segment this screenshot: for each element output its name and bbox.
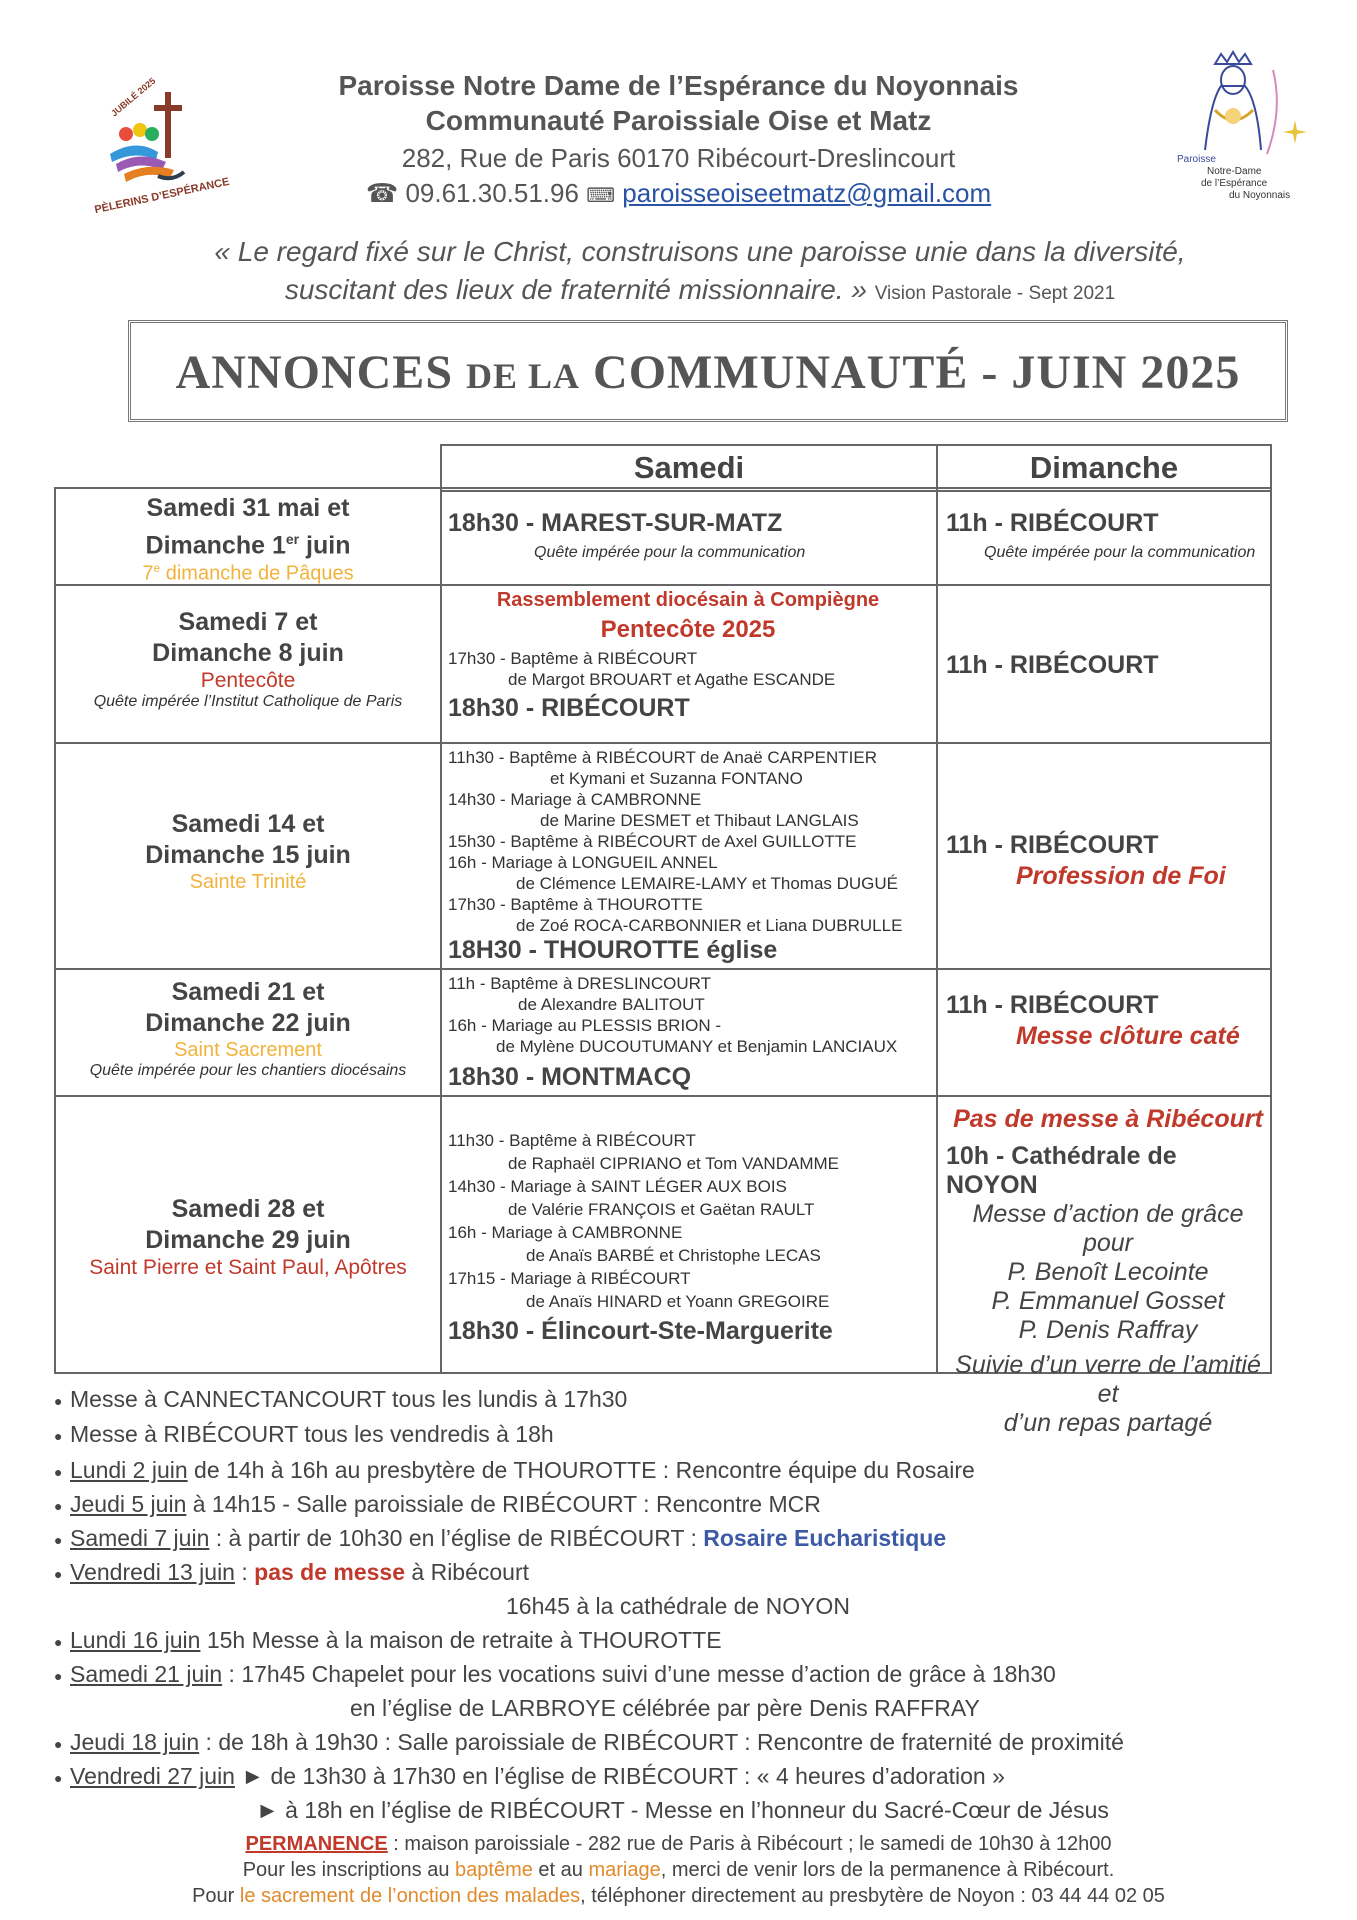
- event-line: de Alexandre BALITOUT: [518, 995, 705, 1014]
- event-line: de Anaïs HINARD et Yoann GREGOIRE: [526, 1292, 830, 1311]
- notice-text: : de 18h à 19h30 : Salle paroissiale de RIBÉCOURT : Rencontre de fraternité de proximité: [199, 1729, 1124, 1755]
- list-item: [54, 1763, 1005, 1790]
- row-date-line1: Samedi 28 et: [171, 1195, 325, 1223]
- title-annonces: ANNONCES: [175, 346, 454, 399]
- list-item: [54, 1421, 554, 1448]
- saturday-mass: 18h30 - RIBÉCOURT: [448, 694, 690, 722]
- page-title: [131, 345, 1285, 400]
- row-feast-text: 7: [142, 562, 154, 585]
- row-feast: Saint Pierre et Saint Paul, Apôtres: [89, 1256, 407, 1279]
- sunday-line: P. Denis Raffray: [1018, 1316, 1198, 1344]
- vision-quote-line2: [120, 274, 1280, 306]
- event-line: 11h30 - Baptême à RIBÉCOURT de Anaë CARPENTIER: [448, 748, 877, 767]
- saturday-mass: 18h30 - Élincourt-Ste-Marguerite: [448, 1317, 833, 1345]
- row-date-line2-sup: er: [285, 531, 300, 547]
- table-row-date: [56, 493, 440, 586]
- row-date-line1: Samedi 31 mai et: [146, 494, 350, 522]
- event-line: 17h30 - Baptême à THOUROTTE: [448, 895, 703, 914]
- title-communaute: COMMUNAUTÉ - JUIN 2025: [593, 346, 1241, 399]
- notice-date: Lundi 2 juin: [70, 1457, 188, 1483]
- contact-line: [0, 178, 1357, 209]
- event-line: 16h - Mariage à LONGUEIL ANNEL: [448, 853, 718, 872]
- event-line: de Margot BROUART et Agathe ESCANDE: [508, 670, 836, 689]
- event-line: de Anaïs BARBÉ et Christophe LECAS: [526, 1246, 821, 1265]
- notice-text: à Ribécourt: [405, 1559, 530, 1585]
- bullet: ●: [54, 1531, 63, 1548]
- saturday-cell: [448, 509, 928, 562]
- event-line: de Zoé ROCA-CARBONNIER et Liana DUBRULLE: [516, 916, 903, 935]
- notice-text: à 14h15 - Salle paroissiale de RIBÉCOURT : Rencontre MCR: [186, 1491, 821, 1517]
- bullet: ●: [54, 1497, 63, 1514]
- row-divider: [56, 742, 1270, 744]
- saturday-events: [448, 648, 928, 690]
- sunday-note: Pas de messe à Ribécourt: [953, 1105, 1263, 1133]
- title-de-la: DE LA: [466, 356, 581, 396]
- bullet: ●: [54, 1565, 63, 1582]
- parish-name: Paroisse Notre Dame de l’Espérance du Noyonnais: [338, 70, 1019, 101]
- row-date-line2: Dimanche 29 juin: [145, 1226, 351, 1254]
- event-line: de Clémence LEMAIRE-LAMY et Thomas DUGUÉ: [516, 874, 899, 893]
- event-line: 16h - Mariage au PLESSIS BRION -: [448, 1016, 722, 1035]
- event-line: de Marine DESMET et Thibaut LANGLAIS: [540, 811, 859, 830]
- sunday-quete: Quête impérée pour la communication: [984, 544, 1256, 561]
- onction-line: [0, 1885, 1357, 1908]
- sunday-line: d’un repas partagé: [1003, 1409, 1213, 1437]
- list-item-continuation: en l’église de LARBROYE célébrée par père Denis RAFFRAY: [350, 1695, 980, 1721]
- phone-number: 09.61.30.51.96: [405, 178, 579, 208]
- event-line: 11h - Baptême à DRESLINCOURT: [448, 974, 711, 993]
- list-item: [54, 1559, 529, 1586]
- footer-text: , merci de venir lors de la permanence à Ribécourt.: [660, 1859, 1115, 1881]
- sunday-mass: 10h - Cathédrale de NOYON: [946, 1142, 1177, 1199]
- saturday-cell: [448, 1129, 928, 1346]
- bullet: ●: [54, 1463, 63, 1480]
- notice-highlight: Rosaire Eucharistique: [703, 1525, 947, 1551]
- parish-logo-line1: Paroisse: [1177, 154, 1216, 165]
- email-link[interactable]: paroisseoiseetmatz@gmail.com: [622, 178, 992, 208]
- notice-text: de 14h à 16h au presbytère de THOUROTTE : Rencontre équipe du Rosaire: [187, 1457, 975, 1483]
- row-feast: Sainte Trinité: [189, 871, 307, 893]
- inscriptions-line: [0, 1859, 1357, 1882]
- row-divider: [56, 1095, 1270, 1097]
- event-line: 17h15 - Mariage à RIBÉCOURT: [448, 1269, 691, 1288]
- row-date-line2-tail: juin: [299, 531, 351, 560]
- permanence-label: PERMANENCE: [245, 1833, 388, 1855]
- footer-text: et au: [532, 1859, 589, 1881]
- row-date-line1: Samedi 7 et: [178, 608, 318, 636]
- notice-text: Messe à RIBÉCOURT tous les vendredis à 18h: [70, 1421, 554, 1447]
- notice-text: : à partir de 10h30 en l’église de RIBÉCOURT :: [209, 1525, 704, 1551]
- row-feast: Saint Sacrement: [174, 1039, 322, 1061]
- notice-text: ► de 13h30 à 17h30 en l’église de RIBÉCOURT : « 4 heures d’adoration »: [234, 1763, 1005, 1789]
- table-row-date: [56, 809, 440, 894]
- jubilee-motto: PÈLERINS D’ESPÉRANCE: [93, 175, 231, 217]
- phone-icon: ☎: [365, 178, 399, 208]
- event-line: 14h30 - Mariage à SAINT LÉGER AUX BOIS: [448, 1177, 787, 1196]
- bullet: ●: [54, 1633, 63, 1650]
- row-feast-tail: dimanche de Pâques: [160, 562, 354, 585]
- notice-date: Samedi 21 juin: [70, 1661, 223, 1687]
- sunday-note: Messe clôture caté: [1016, 1022, 1240, 1050]
- footer-highlight: mariage: [588, 1859, 661, 1881]
- bullet: ●: [54, 1667, 63, 1684]
- row-date-line1: Samedi 21 et: [171, 978, 325, 1006]
- parish-logo-line4: du Noyonnais: [1229, 190, 1291, 201]
- saturday-cell: [448, 747, 928, 965]
- notice-text: :: [234, 1559, 255, 1585]
- saturday-quete: Quête impérée pour la communication: [534, 544, 806, 561]
- parish-address: 282, Rue de Paris 60170 Ribécourt-Dreslincourt: [401, 143, 956, 173]
- bullet: ●: [54, 1769, 63, 1786]
- event-line: 11h30 - Baptême à RIBÉCOURT: [448, 1131, 696, 1150]
- sunday-cell: [946, 651, 1270, 680]
- event-line: de Mylène DUCOUTUMANY et Benjamin LANCIAUX: [496, 1037, 898, 1056]
- table-row-date: [56, 977, 440, 1080]
- notice-highlight: pas de messe: [254, 1559, 406, 1585]
- row-date-line2: [56, 524, 440, 561]
- row-date-line2-text: Dimanche 1: [145, 531, 286, 560]
- vision-quote-source: Vision Pastorale - Sept 2021: [874, 283, 1116, 304]
- sunday-mass: 11h - RIBÉCOURT: [946, 831, 1159, 859]
- permanence-text: : maison paroissiale - 282 rue de Paris à Ribécourt ; le samedi de 10h30 à 12h00: [387, 1833, 1112, 1855]
- notice-text: 15h Messe à la maison de retraite à THOUROTTE: [200, 1627, 722, 1653]
- notice-text: : 17h45 Chapelet pour les vocations suivi d’une messe d’action de grâce à 18h30: [222, 1661, 1056, 1687]
- list-item: [54, 1661, 1056, 1688]
- footer-highlight: baptême: [455, 1859, 533, 1881]
- list-item: [54, 1627, 722, 1654]
- notice-date: Samedi 7 juin: [70, 1525, 210, 1551]
- saturday-cell: [448, 589, 928, 723]
- footer-text: Pour les inscriptions au: [242, 1859, 456, 1881]
- sunday-cell: [946, 831, 1270, 891]
- list-item: [54, 1729, 1124, 1756]
- event-line: de Raphaël CIPRIANO et Tom VANDAMME: [508, 1154, 839, 1173]
- bullet: ●: [54, 1392, 63, 1409]
- sunday-line: Messe d’action de grâce pour: [972, 1200, 1244, 1257]
- vision-quote-text: suscitant des lieux de fraternité missionnaire. »: [284, 274, 867, 305]
- sunday-line: P. Emmanuel Gosset: [991, 1287, 1225, 1315]
- saturday-event-subtitle: Pentecôte 2025: [600, 616, 776, 643]
- list-item-continuation: 16h45 à la cathédrale de NOYON: [506, 1593, 850, 1619]
- sunday-cell: [946, 991, 1270, 1051]
- saturday-events: [448, 1129, 928, 1313]
- list-item: [54, 1386, 627, 1413]
- sunday-mass: 11h - RIBÉCOURT: [946, 509, 1159, 537]
- vision-quote-line1: « Le regard fixé sur le Christ, construisons une paroisse unie dans la diversité,: [214, 236, 1186, 267]
- row-date-line2: Dimanche 22 juin: [145, 1009, 351, 1037]
- sunday-mass: 11h - RIBÉCOURT: [946, 651, 1159, 679]
- event-line: 16h - Mariage à CAMBRONNE: [448, 1223, 683, 1242]
- sunday-line: P. Benoît Lecointe: [1007, 1258, 1209, 1286]
- event-line: 15h30 - Baptême à RIBÉCOURT de Axel GUILLOTTE: [448, 832, 857, 851]
- permanence-line: [0, 1833, 1357, 1856]
- sunday-line: Suivie d’un verre de l’amitié et: [955, 1351, 1261, 1408]
- column-header-samedi: Samedi: [440, 444, 938, 492]
- saturday-mass: 18h30 - MAREST-SUR-MATZ: [448, 509, 783, 537]
- row-feast: [56, 561, 440, 586]
- list-item-continuation: ► à 18h en l’église de RIBÉCOURT - Messe en l’honneur du Sacré-Cœur de Jésus: [256, 1797, 1109, 1823]
- notice-date: Jeudi 18 juin: [70, 1729, 200, 1755]
- notice-date: Vendredi 13 juin: [70, 1559, 235, 1585]
- footer-highlight: le sacrement de l’onction des malades: [239, 1885, 581, 1907]
- column-divider: [440, 489, 442, 1372]
- list-item: [54, 1491, 821, 1518]
- saturday-mass: 18h30 - MONTMACQ: [448, 1063, 692, 1091]
- event-line: 17h30 - Baptême à RIBÉCOURT: [448, 649, 698, 668]
- column-header-dimanche: Dimanche: [936, 444, 1272, 492]
- notice-date: Jeudi 5 juin: [70, 1491, 187, 1517]
- jubilee-year: JUBILÉ 2025: [109, 75, 158, 119]
- footer-text: Pour: [192, 1885, 240, 1907]
- title-box: [128, 320, 1288, 422]
- saturday-cell: [448, 973, 928, 1092]
- row-feast-sup: e: [153, 561, 161, 576]
- row-date-line1: Samedi 14 et: [171, 810, 325, 838]
- saturday-events: [448, 747, 928, 936]
- notice-text: Messe à CANNECTANCOURT tous les lundis à 17h30: [70, 1386, 628, 1412]
- row-date-line2: Dimanche 15 juin: [145, 841, 351, 869]
- saturday-event-title: Rassemblement diocésain à Compiègne: [496, 589, 880, 611]
- sunday-cell: [946, 509, 1270, 562]
- list-item: [54, 1525, 946, 1552]
- parish-logo-line2: Notre-Dame: [1207, 166, 1262, 177]
- parish-logo-line3: de l’Espérance: [1201, 178, 1268, 189]
- email-icon: ⌨: [586, 185, 616, 207]
- row-quete: Quête impérée pour les chantiers diocésains: [89, 1062, 407, 1079]
- notice-date: Vendredi 27 juin: [70, 1763, 235, 1789]
- table-row-date: [56, 1194, 440, 1280]
- event-line: et Kymani et Suzanna FONTANO: [550, 769, 803, 788]
- saturday-events: [448, 973, 928, 1057]
- row-quete: Quête impérée l’Institut Catholique de Paris: [93, 693, 403, 710]
- row-divider: [56, 968, 1270, 970]
- sunday-note: Profession de Foi: [1016, 862, 1226, 890]
- sunday-cell: [946, 1105, 1270, 1438]
- row-feast: Pentecôte: [200, 669, 296, 692]
- community-name: Communauté Paroissiale Oise et Matz: [425, 105, 932, 136]
- row-date-line2: Dimanche 8 juin: [152, 639, 344, 667]
- event-line: de Valérie FRANÇOIS et Gaëtan RAULT: [508, 1200, 815, 1219]
- list-item: [54, 1457, 975, 1484]
- column-divider: [936, 489, 938, 1372]
- sunday-mass: 11h - RIBÉCOURT: [946, 991, 1159, 1019]
- bullet: ●: [54, 1427, 63, 1444]
- bullet: ●: [54, 1735, 63, 1752]
- notice-date: Lundi 16 juin: [70, 1627, 201, 1653]
- event-line: 14h30 - Mariage à CAMBRONNE: [448, 790, 702, 809]
- table-row-date: [56, 607, 440, 711]
- footer-text: , téléphoner directement au presbytère de Noyon : 03 44 44 02 05: [580, 1885, 1165, 1907]
- saturday-mass: 18H30 - THOUROTTE église: [448, 936, 778, 964]
